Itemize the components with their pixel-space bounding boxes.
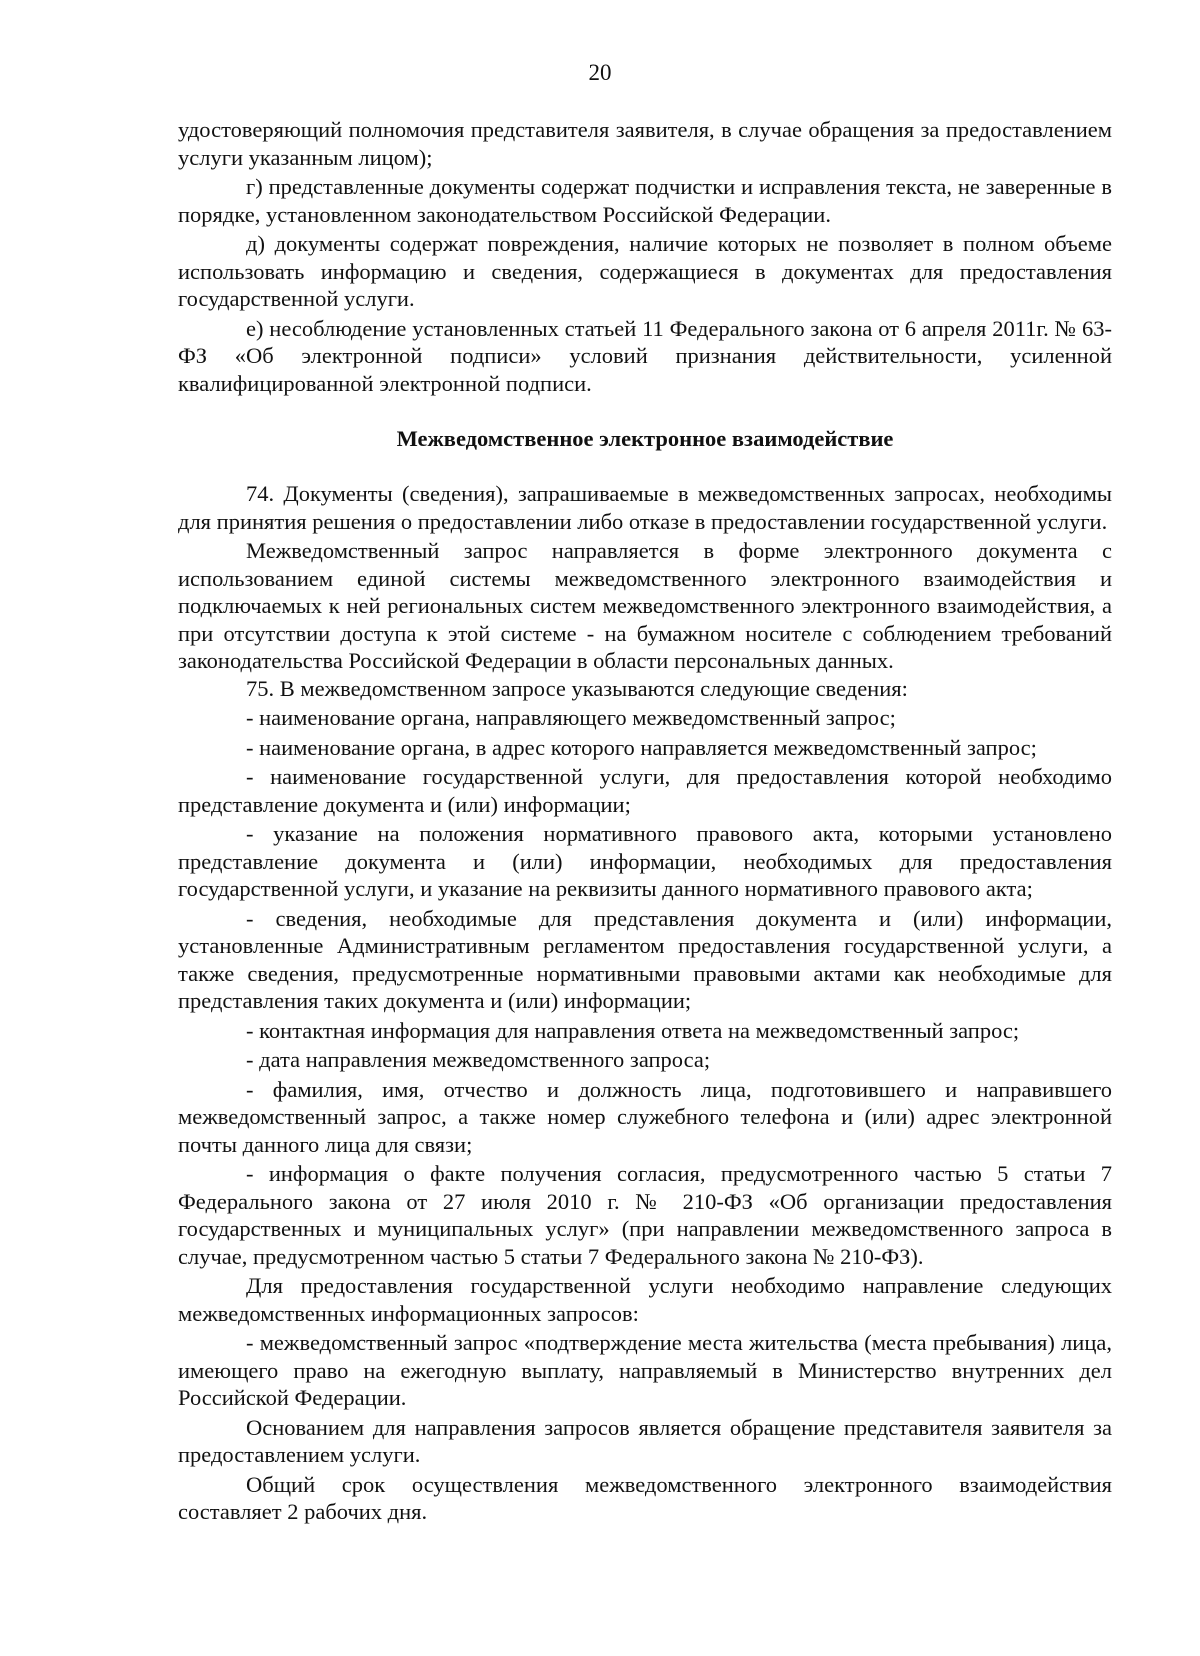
list-item: - контактная информация для направления ответа на межведомственный запрос; (246, 1017, 1020, 1043)
paragraph: 75. В межведомственном запросе указываются следующие сведения: (246, 675, 908, 701)
list-item: - наименование государственной услуги, для предоставления которой необходимо представление документа и (или) информации; (178, 764, 1112, 817)
list-item: - наименование органа, в адрес которого направляется межведомственный запрос; (246, 734, 1037, 760)
paragraph: Для предоставления государственной услуги необходимо направление следующих межведомственных информационных запросов: (178, 1273, 1112, 1326)
list-item: - дата направления межведомственного запроса; (246, 1047, 711, 1072)
list-item: - наименование органа, направляющего межведомственный запрос; (246, 705, 896, 730)
paragraph: 74. Документы (сведения), запрашиваемые в межведомственных запросах, необходимы для принятия решения о предоставлении либо отказе в предоставлении государственной услуги. (178, 481, 1112, 534)
list-item: - информация о факте получения согласия, предусмотренного частью 5 статьи 7 Федерального закона от 27 июля 2010 г. № 210-ФЗ «Об организации предоставления государственных и муниципальных услуг» (при направлении межведомственного запроса в случае, предусмотренном частью 5 статьи 7 Федерального закона № 210-ФЗ). (178, 1161, 1112, 1269)
paragraph: Общий срок осуществления межведомственного электронного взаимодействия составляет 2 рабочих дня. (178, 1471, 1112, 1524)
list-item: - указание на положения нормативного правового акта, которыми установлено представление документа и (или) информации, необходимых для предоставления государственной услуги, и указание на реквизиты данного нормативного правового акта; (178, 821, 1112, 901)
paragraph: е) несоблюдение установленных статьей 11 Федерального закона от 6 апреля 2011г. № 63-ФЗ «Об электронной подписи» условий признания действительности, усиленной квалифицированной электронной подписи. (178, 315, 1112, 396)
paragraph: Межведомственный запрос направляется в форме электронного документа с использованием единой системы межведомственного электронного взаимодействия и подключаемых к ней региональных систем межведомственного электронного взаимодействия, а при отсутствии доступа к этой системе - на бумажном носителе с соблюдением требований законодательства Российской Федерации в области персональных данных. (178, 538, 1112, 673)
list-item: - фамилия, имя, отчество и должность лица, подготовившего и направившего межведомственный запрос, а также номер служебного телефона и (или) адрес электронной почты данного лица для связи; (178, 1076, 1112, 1157)
list-item: - сведения, необходимые для представления документа и (или) информации, установленные Административным регламентом предоставления государственной услуги, а также сведения, предусмотренные нормативными правовыми актами как необходимые для представления таких документа и (или) информации; (178, 905, 1112, 1013)
section-heading: Межведомственное электронное взаимодействие (396, 426, 894, 451)
page-number: 20 (588, 60, 612, 85)
paragraph: Основанием для направления запросов является обращение представителя заявителя за предоставлением услуги. (178, 1414, 1112, 1467)
document-body (178, 116, 1112, 1526)
paragraph: удостоверяющий полномочия представителя заявителя, в случае обращения за предоставлением услуги указанным лицом); (178, 117, 1112, 170)
paragraph: г) представленные документы содержат подчистки и исправления текста, не заверенные в порядке, установленном законодательством Российской Федерации. (178, 174, 1112, 227)
list-item: - межведомственный запрос «подтверждение места жительства (места пребывания) лица, имеющего право на ежегодную выплату, направляемый в Министерство внутренних дел Российской Федерации. (178, 1330, 1112, 1410)
paragraph: д) документы содержат повреждения, наличие которых не позволяет в полном объеме использовать информацию и сведения, содержащиеся в документах для предоставления государственной услуги. (178, 231, 1112, 311)
